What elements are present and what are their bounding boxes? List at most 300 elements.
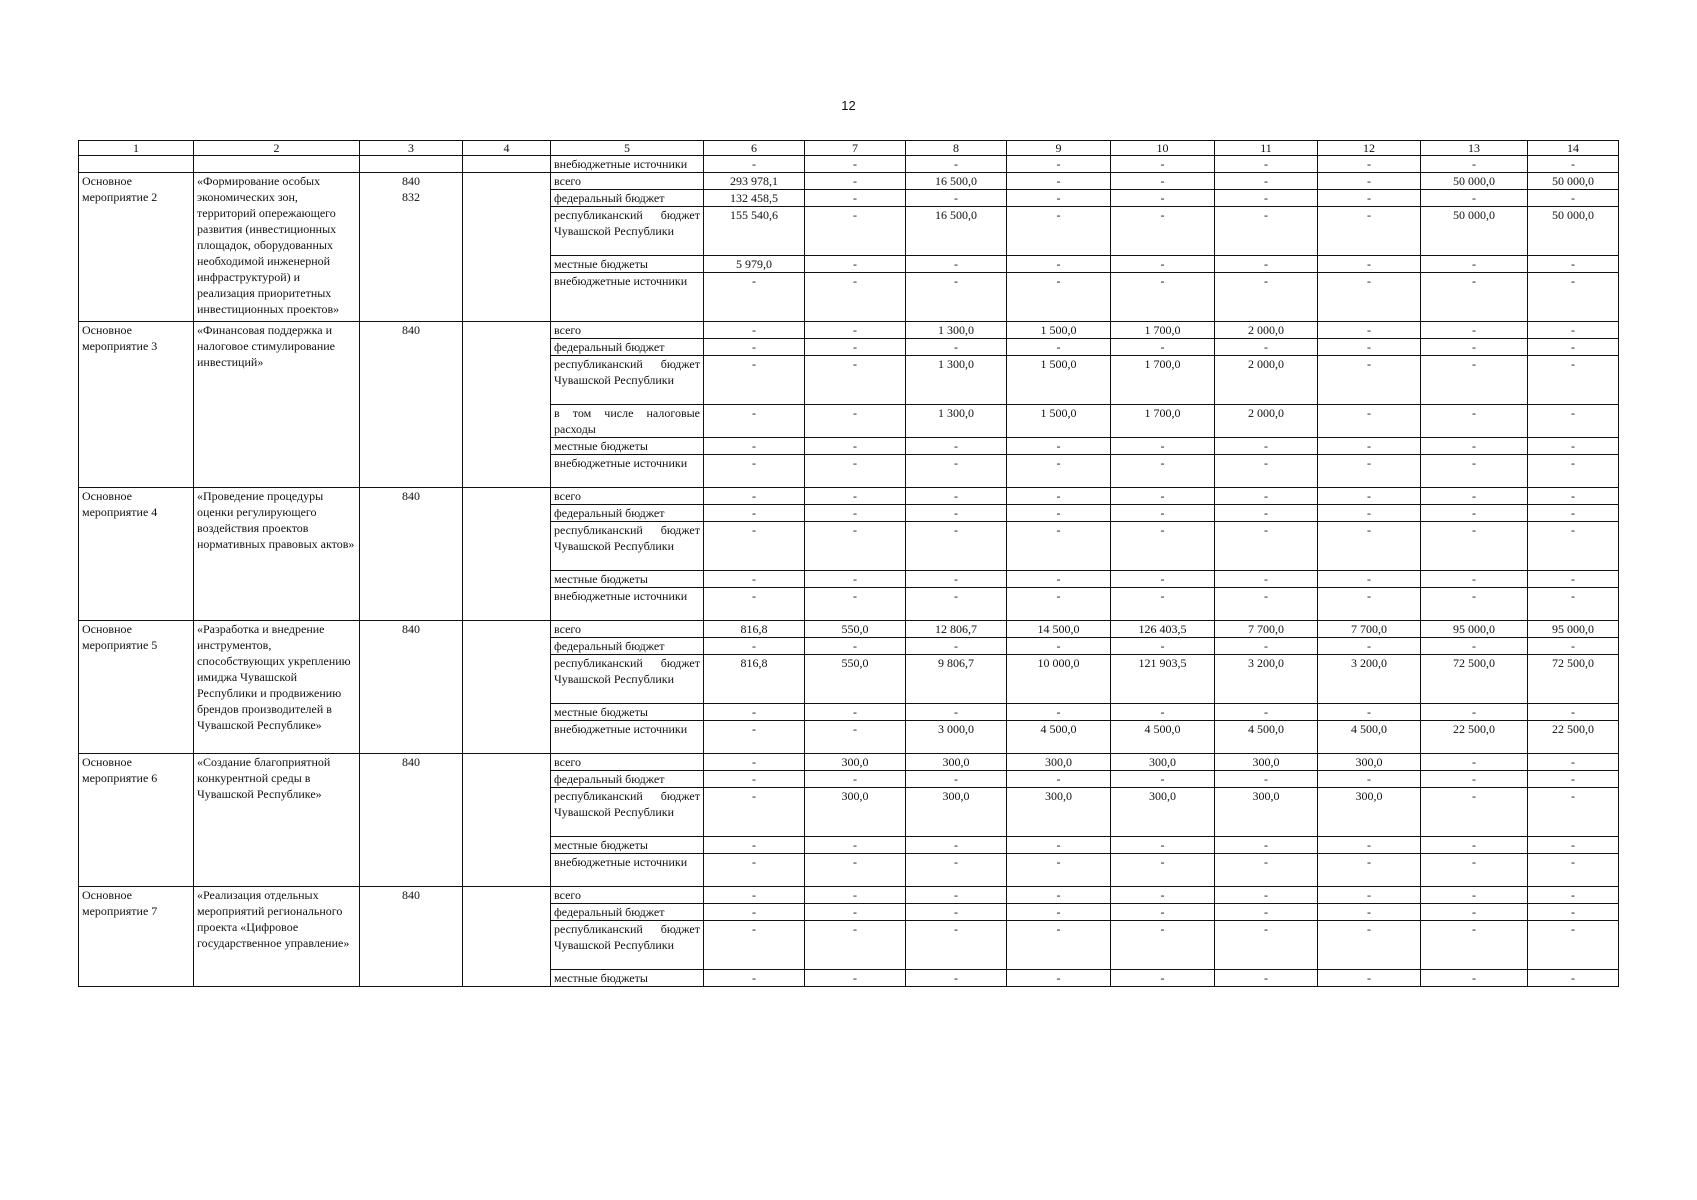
funding-source-cell: местные бюджеты bbox=[551, 970, 704, 987]
value-cell-col11: 2 000,0 bbox=[1215, 322, 1318, 339]
value-cell-col12: - bbox=[1318, 522, 1421, 571]
value-cell-col11: - bbox=[1215, 854, 1318, 887]
value-cell-col8: 1 300,0 bbox=[906, 322, 1007, 339]
value-cell-col11: 300,0 bbox=[1215, 788, 1318, 837]
value-cell-col12: - bbox=[1318, 505, 1421, 522]
value-cell-col14: - bbox=[1528, 771, 1619, 788]
value-cell-col7: - bbox=[805, 771, 906, 788]
event-code-cell bbox=[79, 156, 194, 173]
value-cell-col8: - bbox=[906, 438, 1007, 455]
value-cell-col11: - bbox=[1215, 455, 1318, 488]
value-cell-col6: - bbox=[704, 438, 805, 455]
value-cell-col13: - bbox=[1421, 273, 1528, 322]
value-cell-col13: 22 500,0 bbox=[1421, 721, 1528, 754]
value-cell-col8: - bbox=[906, 854, 1007, 887]
column-number-1: 1 bbox=[79, 141, 194, 156]
value-cell-col9: - bbox=[1007, 771, 1111, 788]
table-row bbox=[79, 173, 1619, 190]
funding-source-cell: местные бюджеты bbox=[551, 438, 704, 455]
value-cell-col11: - bbox=[1215, 970, 1318, 987]
value-cell-col8: - bbox=[906, 921, 1007, 970]
value-cell-col10: 126 403,5 bbox=[1111, 621, 1215, 638]
value-cell-col7: - bbox=[805, 339, 906, 356]
value-cell-col6: - bbox=[704, 854, 805, 887]
value-cell-col6: 155 540,6 bbox=[704, 207, 805, 256]
value-cell-col6: - bbox=[704, 754, 805, 771]
value-cell-col9: - bbox=[1007, 455, 1111, 488]
value-cell-col9: - bbox=[1007, 207, 1111, 256]
value-cell-col6: - bbox=[704, 921, 805, 970]
value-cell-col6: 816,8 bbox=[704, 655, 805, 704]
value-cell-col13: - bbox=[1421, 522, 1528, 571]
value-cell-col14: - bbox=[1528, 754, 1619, 771]
table-row bbox=[79, 621, 1619, 638]
funding-source-cell: местные бюджеты bbox=[551, 837, 704, 854]
value-cell-col14: 50 000,0 bbox=[1528, 173, 1619, 190]
event-code-cell: Основное мероприятие 3 bbox=[79, 322, 194, 488]
column-number-14: 14 bbox=[1528, 141, 1619, 156]
value-cell-col9: 1 500,0 bbox=[1007, 322, 1111, 339]
value-cell-col13: - bbox=[1421, 256, 1528, 273]
value-cell-col10: - bbox=[1111, 638, 1215, 655]
value-cell-col6: 293 978,1 bbox=[704, 173, 805, 190]
value-cell-col9: - bbox=[1007, 488, 1111, 505]
value-cell-col10: - bbox=[1111, 771, 1215, 788]
value-cell-col13: 95 000,0 bbox=[1421, 621, 1528, 638]
value-cell-col12: - bbox=[1318, 156, 1421, 173]
value-cell-col11: - bbox=[1215, 438, 1318, 455]
value-cell-col14: - bbox=[1528, 405, 1619, 438]
value-cell-col11: - bbox=[1215, 339, 1318, 356]
value-cell-col7: - bbox=[805, 854, 906, 887]
value-cell-col13: 50 000,0 bbox=[1421, 207, 1528, 256]
value-cell-col14: - bbox=[1528, 455, 1619, 488]
value-cell-col14: - bbox=[1528, 356, 1619, 405]
value-cell-col13: - bbox=[1421, 571, 1528, 588]
value-cell-col9: - bbox=[1007, 505, 1111, 522]
funding-source-cell: республиканский бюджет Чувашской Республики bbox=[551, 921, 704, 970]
value-cell-col7: - bbox=[805, 173, 906, 190]
value-cell-col12: 3 200,0 bbox=[1318, 655, 1421, 704]
column-number-10: 10 bbox=[1111, 141, 1215, 156]
value-cell-col12: - bbox=[1318, 837, 1421, 854]
funding-source-cell: всего bbox=[551, 621, 704, 638]
funding-source-cell: внебюджетные источники bbox=[551, 721, 704, 754]
value-cell-col6: - bbox=[704, 887, 805, 904]
value-cell-col7: 300,0 bbox=[805, 788, 906, 837]
funding-source-cell: всего bbox=[551, 173, 704, 190]
value-cell-col10: - bbox=[1111, 887, 1215, 904]
value-cell-col11: - bbox=[1215, 273, 1318, 322]
value-cell-col8: 1 300,0 bbox=[906, 405, 1007, 438]
value-cell-col9: - bbox=[1007, 921, 1111, 970]
funding-source-cell: федеральный бюджет bbox=[551, 505, 704, 522]
value-cell-col13: - bbox=[1421, 588, 1528, 621]
value-cell-col10: - bbox=[1111, 273, 1215, 322]
funding-source-cell: республиканский бюджет Чувашской Республики bbox=[551, 522, 704, 571]
value-cell-col8: 3 000,0 bbox=[906, 721, 1007, 754]
value-cell-col9: - bbox=[1007, 887, 1111, 904]
value-cell-col6: - bbox=[704, 273, 805, 322]
value-cell-col12: - bbox=[1318, 339, 1421, 356]
value-cell-col6: - bbox=[704, 156, 805, 173]
value-cell-col10: - bbox=[1111, 904, 1215, 921]
value-cell-col7: - bbox=[805, 190, 906, 207]
value-cell-col14: - bbox=[1528, 438, 1619, 455]
value-cell-col14: - bbox=[1528, 322, 1619, 339]
value-cell-col7: - bbox=[805, 887, 906, 904]
value-cell-col7: - bbox=[805, 704, 906, 721]
column-number-row bbox=[79, 141, 1619, 156]
funding-source-cell: местные бюджеты bbox=[551, 704, 704, 721]
value-cell-col8: - bbox=[906, 837, 1007, 854]
col4-cell bbox=[463, 621, 551, 754]
value-cell-col6: - bbox=[704, 638, 805, 655]
value-cell-col10: 1 700,0 bbox=[1111, 356, 1215, 405]
value-cell-col10: - bbox=[1111, 854, 1215, 887]
value-cell-col11: - bbox=[1215, 522, 1318, 571]
funding-source-cell: внебюджетные источники bbox=[551, 273, 704, 322]
value-cell-col13: - bbox=[1421, 788, 1528, 837]
value-cell-col13: 72 500,0 bbox=[1421, 655, 1528, 704]
col4-cell bbox=[463, 887, 551, 987]
value-cell-col7: - bbox=[805, 405, 906, 438]
value-cell-col6: - bbox=[704, 322, 805, 339]
value-cell-col14: - bbox=[1528, 887, 1619, 904]
value-cell-col6: - bbox=[704, 405, 805, 438]
value-cell-col9: 14 500,0 bbox=[1007, 621, 1111, 638]
value-cell-col12: - bbox=[1318, 488, 1421, 505]
value-cell-col12: - bbox=[1318, 256, 1421, 273]
event-name-cell: «Проведение процедуры оценки регулирующего воздействия проектов нормативных правовых актов» bbox=[194, 488, 360, 621]
value-cell-col7: 550,0 bbox=[805, 655, 906, 704]
value-cell-col11: 2 000,0 bbox=[1215, 405, 1318, 438]
value-cell-col13: - bbox=[1421, 904, 1528, 921]
funding-source-cell: республиканский бюджет Чувашской Республики bbox=[551, 207, 704, 256]
value-cell-col10: - bbox=[1111, 571, 1215, 588]
value-cell-col9: - bbox=[1007, 638, 1111, 655]
funding-source-cell: республиканский бюджет Чувашской Республики bbox=[551, 356, 704, 405]
column-number-11: 11 bbox=[1215, 141, 1318, 156]
value-cell-col9: 10 000,0 bbox=[1007, 655, 1111, 704]
funding-source-cell: федеральный бюджет bbox=[551, 771, 704, 788]
value-cell-col10: - bbox=[1111, 339, 1215, 356]
budget-table bbox=[78, 140, 1619, 987]
value-cell-col6: - bbox=[704, 455, 805, 488]
value-cell-col14: 95 000,0 bbox=[1528, 621, 1619, 638]
value-cell-col14: 72 500,0 bbox=[1528, 655, 1619, 704]
value-cell-col8: - bbox=[906, 190, 1007, 207]
value-cell-col10: - bbox=[1111, 970, 1215, 987]
value-cell-col14: - bbox=[1528, 505, 1619, 522]
value-cell-col10: 300,0 bbox=[1111, 754, 1215, 771]
value-cell-col10: - bbox=[1111, 207, 1215, 256]
funding-source-cell: всего bbox=[551, 754, 704, 771]
funding-source-cell: республиканский бюджет Чувашской Республики bbox=[551, 655, 704, 704]
value-cell-col10: - bbox=[1111, 438, 1215, 455]
value-cell-col13: - bbox=[1421, 356, 1528, 405]
value-cell-col9: - bbox=[1007, 854, 1111, 887]
value-cell-col12: - bbox=[1318, 273, 1421, 322]
value-cell-col13: - bbox=[1421, 887, 1528, 904]
table-row bbox=[79, 754, 1619, 771]
value-cell-col13: - bbox=[1421, 156, 1528, 173]
value-cell-col13: - bbox=[1421, 837, 1528, 854]
value-cell-col9: - bbox=[1007, 156, 1111, 173]
value-cell-col13: - bbox=[1421, 488, 1528, 505]
value-cell-col11: - bbox=[1215, 156, 1318, 173]
value-cell-col7: - bbox=[805, 721, 906, 754]
value-cell-col13: - bbox=[1421, 970, 1528, 987]
value-cell-col8: 16 500,0 bbox=[906, 207, 1007, 256]
value-cell-col13: - bbox=[1421, 754, 1528, 771]
value-cell-col12: - bbox=[1318, 638, 1421, 655]
value-cell-col10: - bbox=[1111, 173, 1215, 190]
value-cell-col14: - bbox=[1528, 921, 1619, 970]
value-cell-col10: - bbox=[1111, 190, 1215, 207]
column-number-2: 2 bbox=[194, 141, 360, 156]
value-cell-col12: - bbox=[1318, 904, 1421, 921]
value-cell-col14: 50 000,0 bbox=[1528, 207, 1619, 256]
value-cell-col9: - bbox=[1007, 588, 1111, 621]
value-cell-col14: - bbox=[1528, 156, 1619, 173]
funding-source-cell: республиканский бюджет Чувашской Республики bbox=[551, 788, 704, 837]
value-cell-col10: - bbox=[1111, 488, 1215, 505]
table-row bbox=[79, 156, 1619, 173]
value-cell-col8: - bbox=[906, 256, 1007, 273]
funding-source-cell: внебюджетные источники bbox=[551, 588, 704, 621]
value-cell-col11: - bbox=[1215, 488, 1318, 505]
value-cell-col11: - bbox=[1215, 638, 1318, 655]
value-cell-col12: - bbox=[1318, 322, 1421, 339]
value-cell-col12: - bbox=[1318, 921, 1421, 970]
value-cell-col6: - bbox=[704, 356, 805, 405]
funding-source-cell: внебюджетные источники bbox=[551, 156, 704, 173]
value-cell-col8: - bbox=[906, 970, 1007, 987]
value-cell-col6: - bbox=[704, 904, 805, 921]
column-number-5: 5 bbox=[551, 141, 704, 156]
value-cell-col6: - bbox=[704, 488, 805, 505]
value-cell-col10: 121 903,5 bbox=[1111, 655, 1215, 704]
value-cell-col6: 132 458,5 bbox=[704, 190, 805, 207]
value-cell-col11: 7 700,0 bbox=[1215, 621, 1318, 638]
value-cell-col9: 300,0 bbox=[1007, 788, 1111, 837]
col4-cell bbox=[463, 173, 551, 322]
value-cell-col8: 300,0 bbox=[906, 788, 1007, 837]
value-cell-col9: - bbox=[1007, 522, 1111, 571]
value-cell-col13: - bbox=[1421, 505, 1528, 522]
value-cell-col11: - bbox=[1215, 904, 1318, 921]
value-cell-col14: - bbox=[1528, 571, 1619, 588]
event-code-cell: Основное мероприятие 6 bbox=[79, 754, 194, 887]
event-code-cell: Основное мероприятие 7 bbox=[79, 887, 194, 987]
value-cell-col9: - bbox=[1007, 256, 1111, 273]
value-cell-col6: - bbox=[704, 704, 805, 721]
value-cell-col8: - bbox=[906, 505, 1007, 522]
value-cell-col14: 22 500,0 bbox=[1528, 721, 1619, 754]
value-cell-col9: - bbox=[1007, 173, 1111, 190]
page-number: 12 bbox=[841, 98, 856, 113]
value-cell-col11: - bbox=[1215, 256, 1318, 273]
value-cell-col8: 9 806,7 bbox=[906, 655, 1007, 704]
table-row bbox=[79, 887, 1619, 904]
executor-code-cell: 840 832 bbox=[360, 173, 463, 322]
executor-code-cell: 840 bbox=[360, 754, 463, 887]
value-cell-col11: - bbox=[1215, 771, 1318, 788]
value-cell-col7: 550,0 bbox=[805, 621, 906, 638]
value-cell-col14: - bbox=[1528, 256, 1619, 273]
event-name-cell: «Создание благоприятной конкурентной среды в Чувашской Республике» bbox=[194, 754, 360, 887]
executor-code-cell bbox=[360, 156, 463, 173]
column-number-7: 7 bbox=[805, 141, 906, 156]
value-cell-col8: 300,0 bbox=[906, 754, 1007, 771]
value-cell-col8: - bbox=[906, 273, 1007, 322]
value-cell-col11: - bbox=[1215, 190, 1318, 207]
value-cell-col6: - bbox=[704, 339, 805, 356]
funding-source-cell: внебюджетные источники bbox=[551, 854, 704, 887]
value-cell-col10: - bbox=[1111, 921, 1215, 970]
value-cell-col13: - bbox=[1421, 339, 1528, 356]
value-cell-col12: - bbox=[1318, 588, 1421, 621]
value-cell-col6: - bbox=[704, 788, 805, 837]
value-cell-col9: 1 500,0 bbox=[1007, 356, 1111, 405]
executor-code-cell: 840 bbox=[360, 887, 463, 987]
value-cell-col7: - bbox=[805, 438, 906, 455]
value-cell-col6: - bbox=[704, 505, 805, 522]
value-cell-col8: 12 806,7 bbox=[906, 621, 1007, 638]
value-cell-col14: - bbox=[1528, 854, 1619, 887]
value-cell-col7: - bbox=[805, 921, 906, 970]
value-cell-col12: - bbox=[1318, 970, 1421, 987]
column-number-12: 12 bbox=[1318, 141, 1421, 156]
value-cell-col13: - bbox=[1421, 854, 1528, 887]
value-cell-col11: - bbox=[1215, 207, 1318, 256]
column-number-4: 4 bbox=[463, 141, 551, 156]
value-cell-col12: 300,0 bbox=[1318, 788, 1421, 837]
column-number-6: 6 bbox=[704, 141, 805, 156]
col4-cell bbox=[463, 322, 551, 488]
value-cell-col12: - bbox=[1318, 704, 1421, 721]
value-cell-col7: - bbox=[805, 505, 906, 522]
value-cell-col10: - bbox=[1111, 837, 1215, 854]
value-cell-col7: - bbox=[805, 522, 906, 571]
value-cell-col12: 300,0 bbox=[1318, 754, 1421, 771]
funding-source-cell: федеральный бюджет bbox=[551, 904, 704, 921]
event-name-cell: «Формирование особых экономических зон, территорий опережающего развития (инвестиционных площадок, оборудованных необходимой инженерной инфраструктурой) и реализация приоритетных инвестиционных проектов» bbox=[194, 173, 360, 322]
value-cell-col12: - bbox=[1318, 571, 1421, 588]
value-cell-col11: - bbox=[1215, 921, 1318, 970]
value-cell-col13: - bbox=[1421, 771, 1528, 788]
value-cell-col8: - bbox=[906, 571, 1007, 588]
executor-code-cell: 840 bbox=[360, 322, 463, 488]
column-number-13: 13 bbox=[1421, 141, 1528, 156]
value-cell-col13: - bbox=[1421, 921, 1528, 970]
value-cell-col9: - bbox=[1007, 190, 1111, 207]
value-cell-col7: - bbox=[805, 207, 906, 256]
value-cell-col13: - bbox=[1421, 704, 1528, 721]
value-cell-col14: - bbox=[1528, 837, 1619, 854]
value-cell-col11: - bbox=[1215, 505, 1318, 522]
value-cell-col13: 50 000,0 bbox=[1421, 173, 1528, 190]
table-row bbox=[79, 322, 1619, 339]
value-cell-col6: - bbox=[704, 970, 805, 987]
value-cell-col10: 300,0 bbox=[1111, 788, 1215, 837]
value-cell-col8: - bbox=[906, 339, 1007, 356]
value-cell-col12: 4 500,0 bbox=[1318, 721, 1421, 754]
value-cell-col14: - bbox=[1528, 190, 1619, 207]
value-cell-col11: - bbox=[1215, 704, 1318, 721]
value-cell-col7: - bbox=[805, 322, 906, 339]
col4-cell bbox=[463, 156, 551, 173]
value-cell-col9: - bbox=[1007, 970, 1111, 987]
event-name-cell: «Реализация отдельных мероприятий регионального проекта «Цифровое государственное управление» bbox=[194, 887, 360, 987]
funding-source-cell: федеральный бюджет bbox=[551, 638, 704, 655]
value-cell-col9: - bbox=[1007, 904, 1111, 921]
value-cell-col7: - bbox=[805, 356, 906, 405]
value-cell-col9: - bbox=[1007, 571, 1111, 588]
value-cell-col10: - bbox=[1111, 455, 1215, 488]
value-cell-col7: - bbox=[805, 837, 906, 854]
value-cell-col6: - bbox=[704, 837, 805, 854]
value-cell-col11: - bbox=[1215, 588, 1318, 621]
value-cell-col13: - bbox=[1421, 438, 1528, 455]
value-cell-col7: - bbox=[805, 588, 906, 621]
value-cell-col11: - bbox=[1215, 571, 1318, 588]
value-cell-col7: - bbox=[805, 256, 906, 273]
value-cell-col13: - bbox=[1421, 638, 1528, 655]
column-number-9: 9 bbox=[1007, 141, 1111, 156]
value-cell-col9: 1 500,0 bbox=[1007, 405, 1111, 438]
value-cell-col7: - bbox=[805, 970, 906, 987]
column-number-3: 3 bbox=[360, 141, 463, 156]
value-cell-col10: - bbox=[1111, 256, 1215, 273]
value-cell-col7: - bbox=[805, 904, 906, 921]
value-cell-col7: - bbox=[805, 273, 906, 322]
value-cell-col6: - bbox=[704, 588, 805, 621]
value-cell-col10: - bbox=[1111, 522, 1215, 571]
funding-source-cell: внебюджетные источники bbox=[551, 455, 704, 488]
value-cell-col8: - bbox=[906, 904, 1007, 921]
funding-source-cell: всего bbox=[551, 488, 704, 505]
value-cell-col13: - bbox=[1421, 455, 1528, 488]
value-cell-col7: - bbox=[805, 455, 906, 488]
value-cell-col10: - bbox=[1111, 588, 1215, 621]
value-cell-col9: - bbox=[1007, 438, 1111, 455]
event-name-cell bbox=[194, 156, 360, 173]
value-cell-col8: 16 500,0 bbox=[906, 173, 1007, 190]
value-cell-col10: - bbox=[1111, 704, 1215, 721]
value-cell-col13: - bbox=[1421, 322, 1528, 339]
column-number-8: 8 bbox=[906, 141, 1007, 156]
value-cell-col12: - bbox=[1318, 405, 1421, 438]
value-cell-col9: - bbox=[1007, 837, 1111, 854]
funding-source-cell: в том числе налоговые расходы bbox=[551, 405, 704, 438]
table-row bbox=[79, 488, 1619, 505]
value-cell-col7: - bbox=[805, 638, 906, 655]
funding-source-cell: всего bbox=[551, 322, 704, 339]
value-cell-col11: - bbox=[1215, 837, 1318, 854]
value-cell-col11: 2 000,0 bbox=[1215, 356, 1318, 405]
value-cell-col12: - bbox=[1318, 455, 1421, 488]
value-cell-col12: - bbox=[1318, 887, 1421, 904]
value-cell-col7: - bbox=[805, 156, 906, 173]
executor-code-cell: 840 bbox=[360, 488, 463, 621]
value-cell-col7: - bbox=[805, 571, 906, 588]
value-cell-col14: - bbox=[1528, 904, 1619, 921]
funding-source-cell: всего bbox=[551, 887, 704, 904]
funding-source-cell: местные бюджеты bbox=[551, 256, 704, 273]
value-cell-col6: - bbox=[704, 771, 805, 788]
